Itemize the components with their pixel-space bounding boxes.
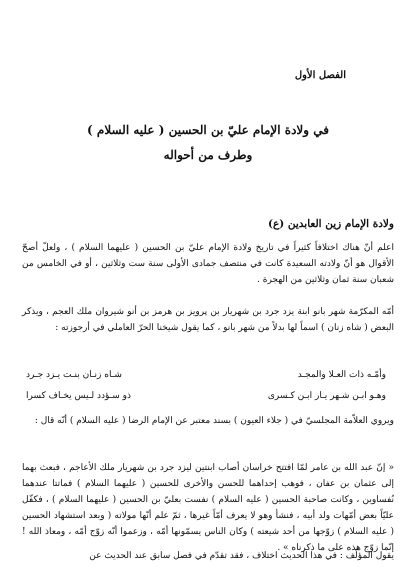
verse-line-1 (26, 370, 386, 380)
verse-line-2-right: وهـو ابـن شـهر يـار ابـن كـسرى (267, 391, 386, 401)
section-heading: ولادة الإمام زين العابدين (ع) (267, 218, 394, 230)
verse-line-1-left: شـاه زنـان بنـت يـزد جـرد (26, 370, 122, 380)
verse-line-2-left: ذو سـؤدد لـيس يخـاف كسرا (26, 391, 132, 401)
chapter-title-line1: في ولادة الإمام عليّ بن الحسين ( عليه السلام ) (87, 123, 329, 137)
chapter-title-line2: وطرف من أحواله (163, 148, 253, 162)
paragraph-quote: « إنّ عبد الله بن عامر لمّا افتتح خراسان أصاب ابنتين ليزد جرد بن شهريار ملك الأعاجم ، فبعث بهما إلى عثمان بن عفان ، فوهب إحداهما للحسن والأخرى للحسين ( عليهما السلام ) فماتتا عندهما نُفساوين ، وكانت صاحبة الحسين ( عليه السلام ) نفست بعليّ بن الحسين ( عليهما السلام ) ، فكفّل عليّاً بعض أمّهات ولد أبيه ، فنشأ وهو لا يعرف أمّاً غيرها ، ثمّ علم أنّها مولاته ( وبعد استشهاد الحسين ( عليه السلام ) زوّجها من أحد شيعته ) وكان الناس يسمّونها أمّه ، وزعموا أنّه زوّج أمّه ، ومعاذ الله ! إنّما زوّج هذه على ما ذكرناه » . (22, 463, 394, 553)
paragraph-birth-date: اعلم أنّ هناك اختلافاً كثيراً في تاريخ ولادة الإمام عليّ بن الحسين ( عليهما السلام ) ، ولعلّ أصحّ الأقوال هو أنّ ولادته السعيدة كانت في منتصف جمادى الأولى سنة ست وثلاثين ، أو في الخامس من شعبان سنة ثمان وثلاثين من الهجرة . (22, 243, 395, 285)
paragraph-majlisi: ويروي العلاّمة المجلسيّ في ( جلاء العيون ) بسند معتبر عن الإمام الرضا ( عليه السلام ) أنّه قال : (34, 416, 394, 426)
chapter-heading: الفصل الأول (294, 70, 346, 81)
verse-line-1-right: وأمّـه ذات العـلا والمجـد (297, 370, 386, 380)
paragraph-mother: أمّه المكرّمة شهر بانو ابنة يزد جرد بن شهريار بن پرويز بن هرمز بن أنو شيروان ملك العجم ، ويذكر البعض ( شاه زنان ) اسماً لها بدلاً من شهر بانو ، كما يقول شيخنا الحرّ العاملي في أرجوزته : (22, 307, 394, 333)
verse-line-2 (26, 391, 386, 401)
paragraph-author-note: يقول المؤلّف : في هذا الحديث اختلاف ، فقد تقدّم في فصل سابق عند الحديث عن (89, 551, 394, 561)
